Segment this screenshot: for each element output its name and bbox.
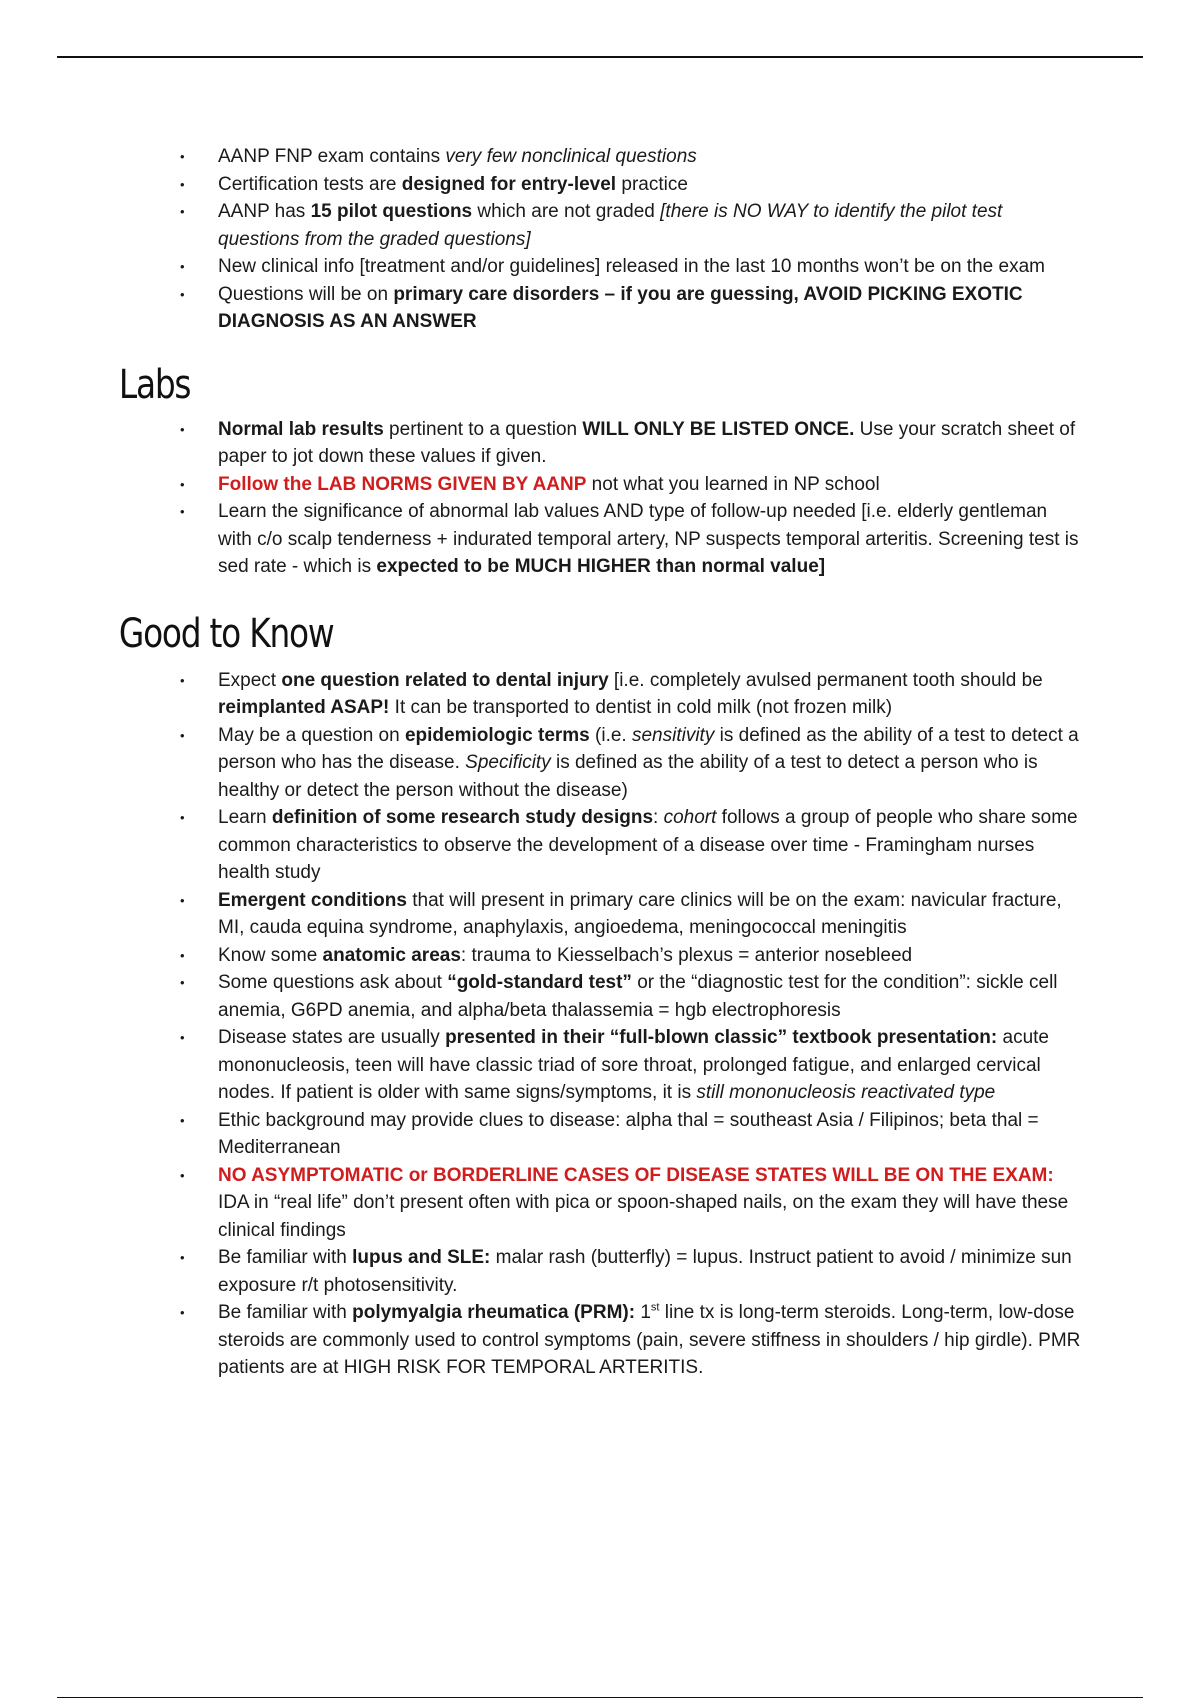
text-segment: Questions will be on — [218, 283, 394, 305]
bold-text: definition of some research study designs — [271, 807, 654, 828]
bold-text: presented in their “full-blown classic” textbook presentation: — [445, 1027, 998, 1048]
good-to-know-heading: Good to Know — [118, 610, 334, 657]
text-segment: IDA in “real life” don’t present often with pica or spoon-shaped nails, on the exam they will have these clinical findings — [218, 1192, 1069, 1241]
text-segment: It can be transported to dentist in cold milk (not frozen milk) — [389, 697, 893, 718]
list-item — [0, 942, 1200, 970]
bottom-rule — [57, 1697, 1143, 1698]
list-item — [0, 887, 1200, 942]
text-segment: follows a group of people who share some common characteristics to observe the development of a disease over time - Framingham nurses health study — [218, 807, 1078, 883]
text-segment: not what you learned in NP school — [586, 473, 880, 495]
list-item — [0, 471, 1200, 499]
text-segment: Use your scratch sheet of paper to jot down these values if given. — [218, 418, 1076, 467]
text-segment: Be familiar with — [218, 1247, 353, 1268]
list-item — [0, 1107, 1200, 1162]
bold-text: expected to be MUCH HIGHER than normal value] — [376, 556, 826, 577]
labs-heading: Labs — [118, 361, 191, 408]
bold-text: “gold-standard test” — [447, 972, 632, 993]
text-segment: AANP FNP exam contains — [218, 146, 446, 167]
bold-text: 15 pilot questions — [310, 201, 473, 222]
document-body — [0, 143, 1200, 1382]
text-segment: Disease states are usually — [218, 1027, 446, 1048]
bold-text: primary care disorders – if you are guessing, AVOID PICKING EXOTIC DIAGNOSIS AS AN ANSWER — [218, 283, 1023, 332]
emphasis-red-text: Follow the LAB NORMS GIVEN BY AANP — [218, 473, 587, 495]
bold-text: WILL ONLY BE LISTED ONCE. — [582, 418, 855, 440]
text-segment: pertinent to a question — [383, 418, 583, 440]
bold-text: lupus and SLE: — [352, 1247, 491, 1268]
text-segment: New clinical info [treatment and/or guidelines] released in the last 10 months won’t be on the exam — [218, 256, 1045, 277]
text-segment: or the “diagnostic test for the condition”: sickle cell anemia, G6PD anemia, and alpha/beta thalassemia = hgb electrophoresis — [218, 972, 1058, 1021]
bold-text: Emergent conditions — [218, 889, 407, 911]
bold-text: polymyalgia rheumatica (PRM): — [352, 1302, 636, 1323]
text-segment: Certification tests are — [218, 173, 402, 195]
bold-text: Normal lab results — [218, 418, 384, 440]
list-item — [0, 143, 1200, 171]
exam-points-list — [0, 143, 1200, 336]
text-segment: that will present in primary care clinics will be on the exam: navicular fracture, MI, cauda equina syndrome, anaphylaxis, angioedema, meningococcal meningitis — [218, 889, 1062, 938]
text-segment: Some questions ask about — [218, 972, 448, 993]
text-segment: [i.e. completely avulsed permanent tooth should be — [608, 669, 1043, 691]
labs-list — [0, 416, 1200, 581]
text-segment: : trauma to Kiesselbach’s plexus = anterior nosebleed — [460, 944, 913, 966]
good-to-know-list — [0, 667, 1200, 1382]
list-item — [0, 171, 1200, 199]
list-item — [0, 1244, 1200, 1299]
top-rule — [57, 56, 1143, 58]
text-segment: : — [653, 807, 664, 828]
list-item — [0, 722, 1200, 805]
text-segment: May be a question on — [218, 724, 405, 746]
text-segment: practice — [616, 173, 688, 195]
bold-text: epidemiologic terms — [404, 724, 590, 746]
text-segment: Expect — [218, 669, 282, 691]
bold-text: designed for entry-level — [401, 173, 617, 195]
italic-text: still mononucleosis reactivated type — [696, 1082, 996, 1103]
italic-text: cohort — [663, 807, 717, 828]
text-segment: AANP has — [218, 201, 311, 222]
list-item — [0, 198, 1200, 253]
text-segment: 1 — [635, 1302, 651, 1323]
list-item — [0, 253, 1200, 281]
italic-text: very few nonclinical questions — [445, 146, 697, 167]
italic-text: Specificity — [465, 752, 551, 773]
emphasis-red-text: NO ASYMPTOMATIC or BORDERLINE CASES OF DISEASE STATES WILL BE ON THE EXAM: — [218, 1164, 1054, 1186]
text-segment: Ethic background may provide clues to disease: alpha thal = southeast Asia / Filipinos; beta thal = Mediterranean — [218, 1109, 1039, 1158]
text-segment: which are not graded — [472, 201, 661, 222]
text-segment: line tx is long-term steroids. Long-term, low-dose steroids are commonly used to control symptoms (pain, severe stiffness in shoulders / hip girdle). PMR patients are at HIGH RISK FOR TEMPORAL ARTERITIS. — [218, 1302, 1081, 1378]
bold-text: one question related to dental injury — [281, 669, 609, 691]
bold-text: anatomic areas — [322, 944, 461, 966]
italic-text: sensitivity — [631, 724, 715, 746]
bold-text: reimplanted ASAP! — [218, 697, 390, 718]
text-segment: (i.e. — [589, 724, 632, 746]
list-item — [0, 804, 1200, 887]
text-segment: st — [650, 1301, 660, 1314]
text-segment: Learn the significance of abnormal lab values AND type of follow-up needed [i.e. elderly gentleman with c/o scalp tenderness + indurated temporal artery, NP suspects temporal arteritis. Screening test is sed rate - which is — [218, 501, 1079, 577]
text-segment: Learn — [218, 807, 272, 828]
text-segment: is defined as the ability of a test to detect a person who is healthy or detect the person without the disease) — [218, 752, 1038, 801]
italic-text: [there is NO WAY to identify the pilot test questions from the graded questions] — [218, 201, 1003, 250]
text-segment: acute mononucleosis, teen will have classic triad of sore throat, prolonged fatigue, and enlarged cervical nodes. If patient is older with same signs/symptoms, it is — [218, 1027, 1049, 1103]
text-segment: is defined as the ability of a test to detect a person who has the disease. — [218, 724, 1079, 773]
list-item — [0, 1024, 1200, 1107]
list-item — [0, 281, 1200, 336]
text-segment: Be familiar with — [218, 1302, 353, 1323]
list-item — [0, 1162, 1200, 1245]
list-item — [0, 969, 1200, 1024]
list-item — [0, 498, 1200, 581]
list-item — [0, 667, 1200, 722]
list-item — [0, 416, 1200, 471]
list-item — [0, 1299, 1200, 1382]
text-segment: Know some — [218, 944, 323, 966]
text-segment: malar rash (butterfly) = lupus. Instruct patient to avoid / minimize sun exposure r/t photosensitivity. — [218, 1247, 1072, 1296]
